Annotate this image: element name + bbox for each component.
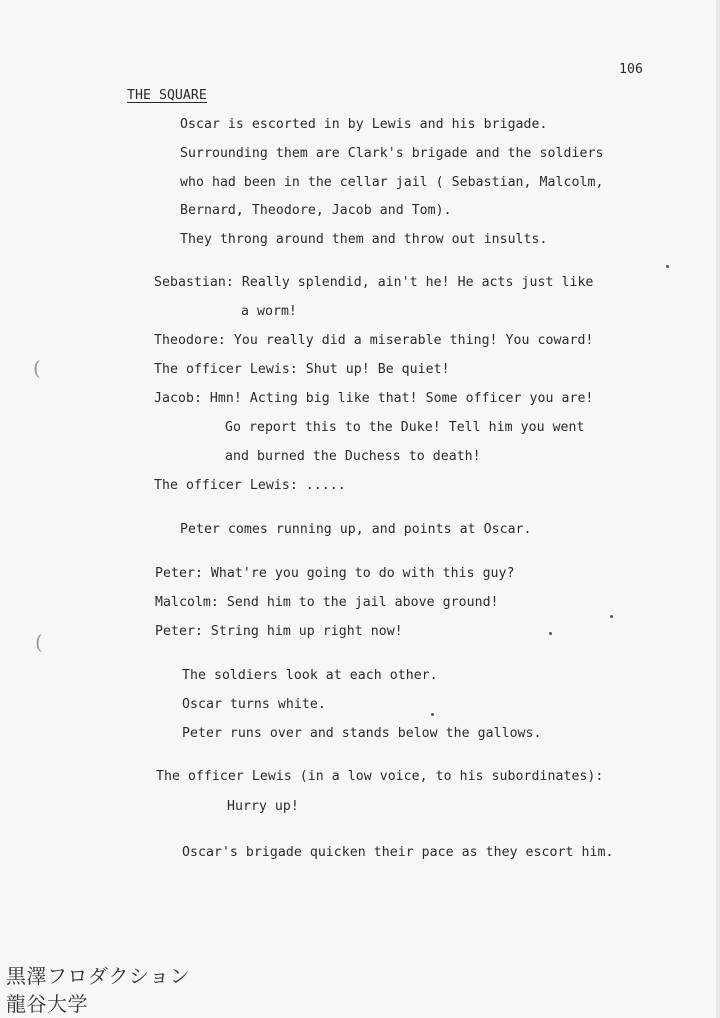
stage-direction-line: who had been in the cellar jail ( Sebastian, Malcolm, <box>180 175 604 190</box>
dialogue-line: Theodore: You really did a miserable thing! You coward! <box>154 333 594 348</box>
stage-direction-line: Surrounding them are Clark's brigade and the soldiers <box>180 146 604 161</box>
stage-direction-line: They throng around them and throw out insults. <box>180 232 548 247</box>
dialogue-line: Go report this to the Duke! Tell him you went <box>225 420 585 435</box>
paper-speck <box>666 265 669 268</box>
stage-direction-line: Bernard, Theodore, Jacob and Tom). <box>180 203 452 218</box>
stage-direction-line: Oscar is escorted in by Lewis and his brigade. <box>180 117 548 132</box>
dialogue-line: a worm! <box>241 304 297 319</box>
dialogue-line: The officer Lewis (in a low voice, to his subordinates): <box>156 769 604 784</box>
scene-heading: THE SQUARE <box>127 88 207 103</box>
page-number: 106 <box>619 62 643 77</box>
dialogue-line: Hurry up! <box>227 799 299 814</box>
dialogue-line: Peter: String him up right now! <box>155 624 403 639</box>
stage-direction-line: Oscar's brigade quicken their pace as they escort him. <box>182 845 614 860</box>
stage-direction-line: Peter comes running up, and points at Oscar. <box>180 522 532 537</box>
paper-speck <box>549 632 552 635</box>
dialogue-line: Peter: What're you going to do with this guy? <box>155 566 515 581</box>
margin-mark: ( <box>35 630 43 654</box>
dialogue-line: Jacob: Hmn! Acting big like that! Some officer you are! <box>154 391 594 406</box>
paper-speck <box>610 615 613 618</box>
dialogue-line: Sebastian: Really splendid, ain't he! He acts just like <box>154 275 594 290</box>
margin-mark: ( <box>33 356 41 380</box>
archive-watermark-line: 黒澤フロダクション <box>6 964 191 988</box>
stage-direction-line: The soldiers look at each other. <box>182 668 438 683</box>
dialogue-line: and burned the Duchess to death! <box>225 449 481 464</box>
stage-direction-line: Oscar turns white. <box>182 697 326 712</box>
dialogue-line: Malcolm: Send him to the jail above ground! <box>155 595 499 610</box>
paper-edge <box>716 0 720 1018</box>
paper-speck <box>431 713 434 716</box>
dialogue-line: The officer Lewis: ..... <box>154 478 346 493</box>
dialogue-line: The officer Lewis: Shut up! Be quiet! <box>154 362 450 377</box>
stage-direction-line: Peter runs over and stands below the gallows. <box>182 726 542 741</box>
archive-watermark-line: 龍谷大学 <box>6 992 88 1016</box>
